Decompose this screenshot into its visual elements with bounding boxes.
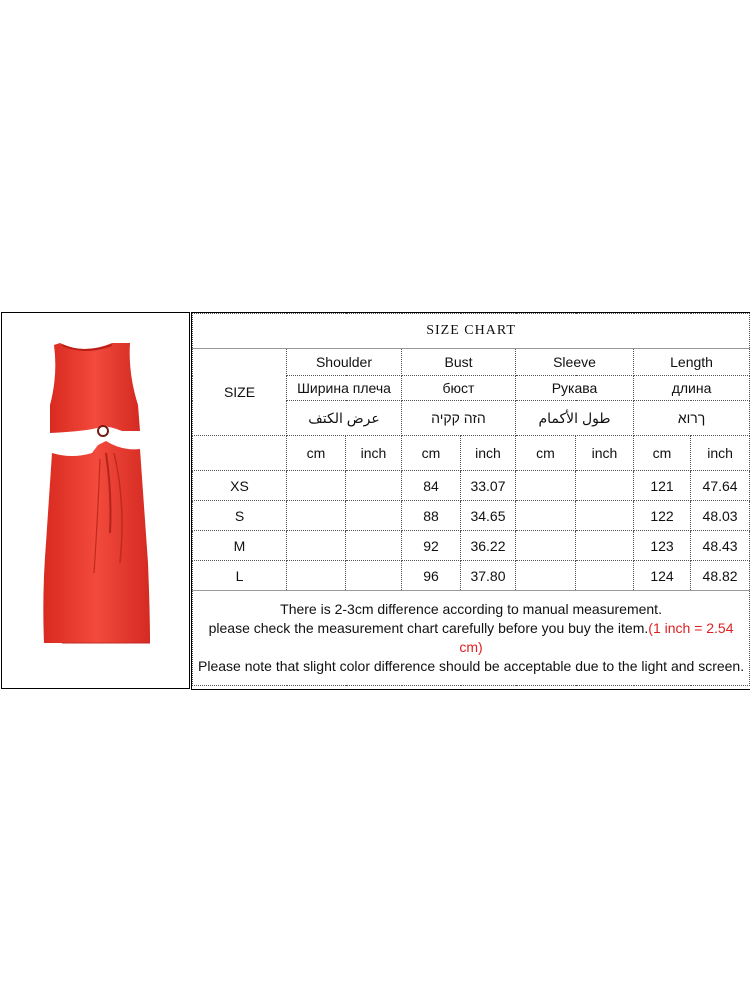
note-inch-conversion: (1 inch = 2.54 cm) <box>459 620 734 655</box>
unit-cm: cm <box>634 436 691 471</box>
note-line-2 <box>197 619 745 657</box>
length-inch-cell: 48.03 <box>691 501 750 531</box>
chart-title: SIZE CHART <box>193 314 750 349</box>
length-cm-cell: 122 <box>634 501 691 531</box>
size-header: SIZE <box>193 349 287 436</box>
shoulder-cm-cell <box>287 471 346 501</box>
unit-inch: inch <box>691 436 750 471</box>
unit-inch: inch <box>576 436 634 471</box>
length-inch-cell: 48.82 <box>691 561 750 591</box>
col-shoulder-en: Shoulder <box>287 349 402 376</box>
col-sleeve-ru: Рукава <box>516 376 634 401</box>
bust-cm-cell: 96 <box>402 561 461 591</box>
col-length-he: ךרוא <box>634 401 750 436</box>
length-cm-cell: 123 <box>634 531 691 561</box>
col-shoulder-ru: Ширина плеча <box>287 376 402 401</box>
note-line-1: There is 2-3cm difference according to manual measurement. <box>280 601 662 617</box>
sleeve-inch-cell <box>576 471 634 501</box>
sleeve-cm-cell <box>516 471 576 501</box>
bust-cm-cell: 84 <box>402 471 461 501</box>
shoulder-cm-cell <box>287 531 346 561</box>
notes-block <box>193 591 750 686</box>
table-row <box>193 501 750 531</box>
col-sleeve-ar: طول الأكمام <box>516 401 634 436</box>
sleeve-inch-cell <box>576 531 634 561</box>
length-inch-cell: 48.43 <box>691 531 750 561</box>
table-row <box>193 471 750 501</box>
red-cutout-dress-image <box>2 313 189 688</box>
size-cell: S <box>193 501 287 531</box>
unit-cm: cm <box>516 436 576 471</box>
shoulder-inch-cell <box>346 501 402 531</box>
bust-inch-cell: 34.65 <box>461 501 516 531</box>
size-cell: L <box>193 561 287 591</box>
bust-cm-cell: 88 <box>402 501 461 531</box>
table-row <box>193 531 750 561</box>
bust-inch-cell: 36.22 <box>461 531 516 561</box>
bust-inch-cell: 33.07 <box>461 471 516 501</box>
col-shoulder-ar: عرض الكتف <box>287 401 402 436</box>
col-bust-ru: бюст <box>402 376 516 401</box>
sleeve-cm-cell <box>516 501 576 531</box>
product-photo <box>1 312 190 689</box>
shoulder-inch-cell <box>346 561 402 591</box>
note-line-3: Please note that slight color difference should be acceptable due to the light and screen. <box>198 658 745 674</box>
col-length-en: Length <box>634 349 750 376</box>
unit-inch: inch <box>461 436 516 471</box>
unit-cm: cm <box>287 436 346 471</box>
sleeve-inch-cell <box>576 501 634 531</box>
col-length-ru: длина <box>634 376 750 401</box>
shoulder-inch-cell <box>346 471 402 501</box>
size-table <box>192 313 750 686</box>
col-bust-he: הזה קקיה <box>402 401 516 436</box>
bust-cm-cell: 92 <box>402 531 461 561</box>
sleeve-inch-cell <box>576 561 634 591</box>
length-cm-cell: 124 <box>634 561 691 591</box>
unit-inch: inch <box>346 436 402 471</box>
size-cell: XS <box>193 471 287 501</box>
length-inch-cell: 47.64 <box>691 471 750 501</box>
sleeve-cm-cell <box>516 561 576 591</box>
sleeve-cm-cell <box>516 531 576 561</box>
col-sleeve-en: Sleeve <box>516 349 634 376</box>
col-bust-en: Bust <box>402 349 516 376</box>
shoulder-inch-cell <box>346 531 402 561</box>
size-chart <box>191 312 750 690</box>
shoulder-cm-cell <box>287 561 346 591</box>
length-cm-cell: 121 <box>634 471 691 501</box>
shoulder-cm-cell <box>287 501 346 531</box>
bust-inch-cell: 37.80 <box>461 561 516 591</box>
note-line-2-text: please check the measurement chart carefully before you buy the item. <box>208 620 649 636</box>
table-row <box>193 561 750 591</box>
unit-blank <box>193 436 287 471</box>
size-cell: M <box>193 531 287 561</box>
unit-cm: cm <box>402 436 461 471</box>
